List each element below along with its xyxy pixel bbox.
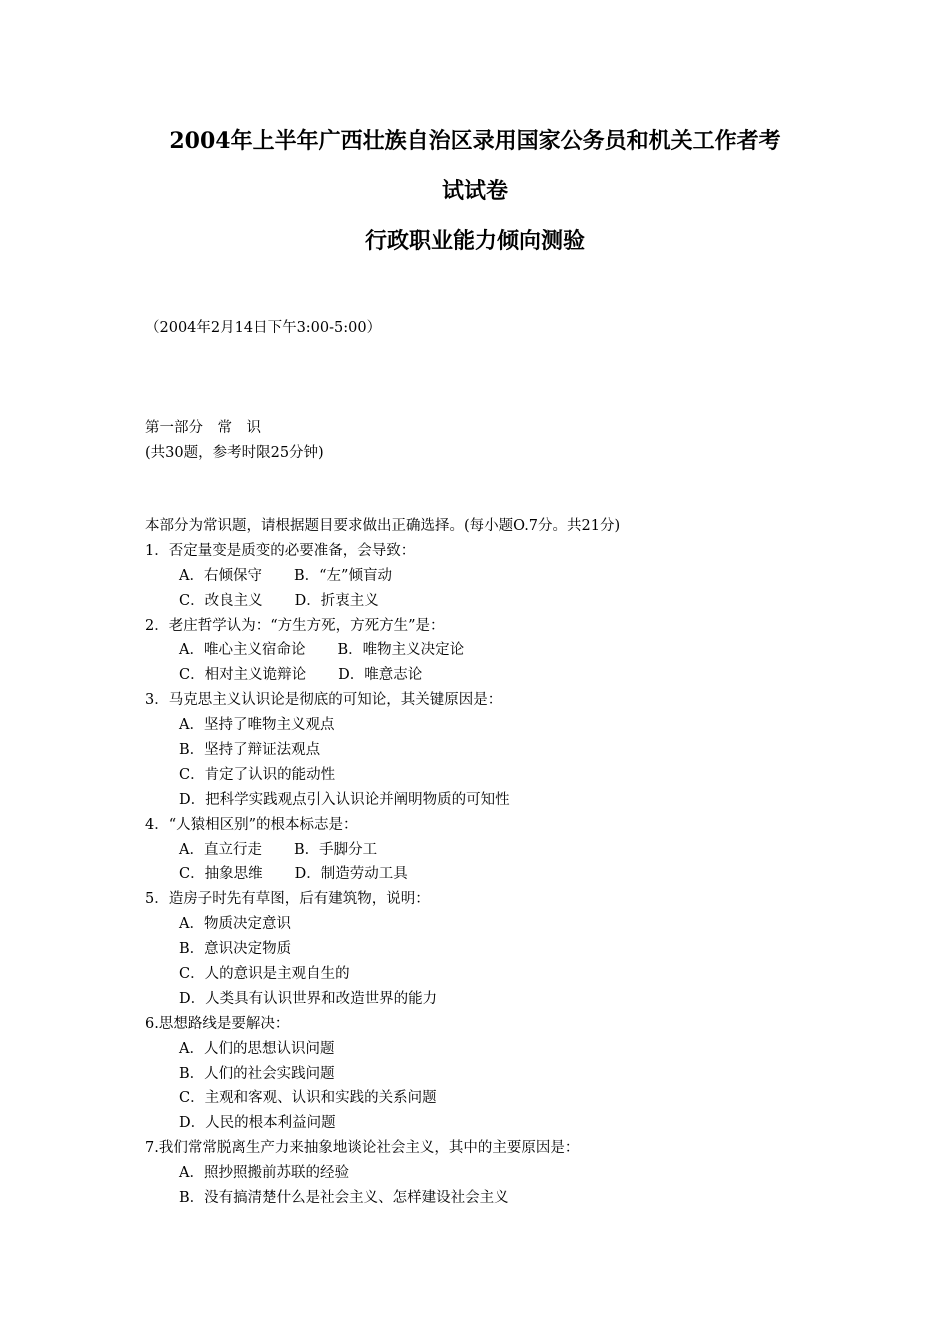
question-stem: 1．否定量变是质变的必要准备，会导致： <box>145 542 416 559</box>
option: A．照抄照搬前苏联的经验 <box>179 1165 349 1182</box>
question-stem: 2．老庄哲学认为：“方生方死，方死方生”是： <box>145 617 445 634</box>
option-row <box>145 1161 845 1186</box>
option: D．把科学实践观点引入认识论并阐明物质的可知性 <box>179 791 510 808</box>
option: D．唯意志论 <box>338 667 423 684</box>
option-row <box>145 838 845 863</box>
option: C．改良主义 <box>179 592 263 609</box>
option: B．人们的社会实践问题 <box>179 1065 335 1082</box>
option: C．相对主义诡辩论 <box>179 667 307 684</box>
option: A．物质决定意识 <box>179 916 291 933</box>
option-row <box>145 589 845 614</box>
question-stem: 4．“人猿相区别”的根本标志是： <box>145 816 358 833</box>
question-stem: 6.思想路线是要解决： <box>145 1015 290 1032</box>
question-stem: 3．马克思主义认识论是彻底的可知论，其关键原因是： <box>145 692 503 709</box>
option-row <box>145 763 845 788</box>
option: A．人们的思想认识问题 <box>179 1040 335 1057</box>
option: B．“左”倾盲动 <box>293 567 392 584</box>
option-row <box>145 738 845 763</box>
option-row <box>145 564 845 589</box>
option-row <box>145 862 845 887</box>
option: A．直立行走 <box>179 841 262 858</box>
option: C．人的意识是主观自生的 <box>179 966 350 983</box>
option-row <box>145 1062 845 1087</box>
option-row <box>145 663 845 688</box>
section-name: 第一部分 常 识 <box>145 420 261 436</box>
option: A．坚持了唯物主义观点 <box>179 717 335 734</box>
option: B．意识决定物质 <box>179 941 292 958</box>
option-row <box>145 1111 845 1136</box>
question-stem: 7.我们常常脱离生产力来抽象地谈论社会主义，其中的主要原因是： <box>145 1140 580 1157</box>
option-row <box>145 1037 845 1062</box>
option: D．折衷主义 <box>294 592 379 609</box>
option: C．主观和客观、认识和实践的关系问题 <box>179 1090 437 1107</box>
option-row <box>145 937 845 962</box>
option-row <box>145 987 845 1012</box>
section-info: (共30题，参考时限25分钟) <box>145 445 324 461</box>
exam-title-line2: 试试卷 <box>441 178 508 204</box>
question-list <box>145 514 845 1211</box>
option: B．没有搞清楚什么是社会主义、怎样建设社会主义 <box>179 1190 509 1207</box>
option: B．手脚分工 <box>293 841 378 858</box>
option: A．右倾保守 <box>179 567 262 584</box>
option: C．肯定了认识的能动性 <box>179 766 336 783</box>
option-row <box>145 788 845 813</box>
question-stem: 5．造房子时先有草图，后有建筑物，说明： <box>145 891 430 908</box>
exam-date: （2004年2月14日下午3:00-5:00） <box>145 320 382 336</box>
option: C．抽象思维 <box>179 866 263 883</box>
option: D．人民的根本利益问题 <box>179 1115 336 1132</box>
option: A．唯心主义宿命论 <box>179 642 306 659</box>
option-row <box>145 638 845 663</box>
option: D．制造劳动工具 <box>294 866 408 883</box>
option-row <box>145 713 845 738</box>
instructions: 本部分为常识题，请根据题目要求做出正确选择。(每小题O.7分。共21分) <box>145 518 621 534</box>
option-row <box>145 912 845 937</box>
option: D．人类具有认识世界和改造世界的能力 <box>179 990 438 1007</box>
exam-subtitle: 行政职业能力倾向测验 <box>364 228 585 254</box>
exam-title-line1: 2004年上半年广西壮族自治区录用国家公务员和机关工作者考 <box>169 128 781 154</box>
section-header <box>145 416 324 466</box>
option-row <box>145 1186 845 1211</box>
option: B．坚持了辩证法观点 <box>179 742 321 759</box>
option-row <box>145 962 845 987</box>
option-row <box>145 1086 845 1111</box>
option: B．唯物主义决定论 <box>337 642 465 659</box>
